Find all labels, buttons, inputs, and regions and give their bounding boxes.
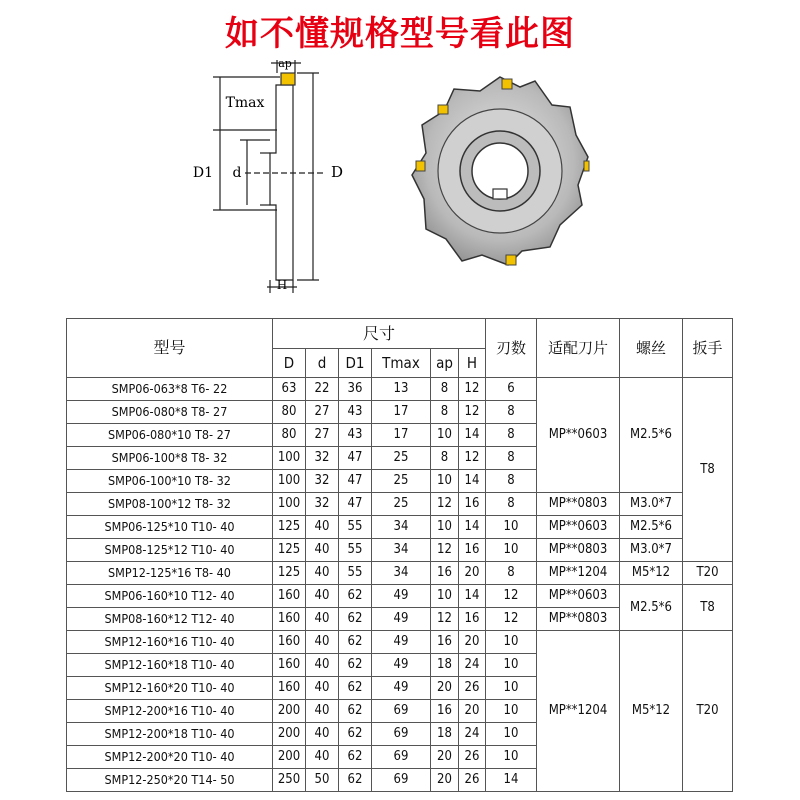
spec-table-body [67,378,733,792]
cell-d1: 62 [339,746,372,769]
cell-tmax: 49 [372,585,431,608]
cell-d: 27 [306,424,339,447]
cell-screw: M3.0*7 [620,493,683,516]
cell-teeth: 10 [486,539,537,562]
cell-d: 40 [306,654,339,677]
cutter-cross-section-drawing [185,55,355,295]
table-row [67,631,733,654]
cell-d1: 36 [339,378,372,401]
cell-d: 200 [273,700,306,723]
header-size: 尺寸 [273,319,486,349]
cell-insert: MP**0803 [537,608,620,631]
cell-d1: 55 [339,516,372,539]
header-D: D [273,349,306,378]
cell-d: 50 [306,769,339,792]
cell-d: 40 [306,700,339,723]
cell-model: SMP06-080*10 T8- 27 [67,424,273,447]
cell-teeth: 10 [486,700,537,723]
cell-model: SMP06-100*10 T8- 32 [67,470,273,493]
cell-d: 40 [306,562,339,585]
label-H: H [276,278,288,292]
cell-model: SMP08-100*12 T8- 32 [67,493,273,516]
cell-tmax: 69 [372,769,431,792]
cell-h: 20 [459,700,486,723]
cell-teeth: 12 [486,585,537,608]
cell-d: 40 [306,723,339,746]
cell-model: SMP06-100*8 T8- 32 [67,447,273,470]
label-ap: ap [278,57,292,70]
cell-h: 26 [459,677,486,700]
cell-tmax: 49 [372,654,431,677]
header-teeth: 刃数 [486,319,537,378]
cell-wrench: T20 [683,631,733,792]
cell-ap: 12 [431,493,459,516]
cell-ap: 10 [431,516,459,539]
cell-h: 26 [459,746,486,769]
cell-d1: 43 [339,401,372,424]
cell-d: 125 [273,516,306,539]
cell-tmax: 34 [372,516,431,539]
table-row [67,516,733,539]
cell-tmax: 69 [372,723,431,746]
cell-insert: MP**0603 [537,585,620,608]
table-row [67,562,733,585]
cell-d: 40 [306,516,339,539]
cell-model: SMP12-125*16 T8- 40 [67,562,273,585]
cell-d1: 62 [339,631,372,654]
cell-d1: 47 [339,447,372,470]
cell-model: SMP12-200*16 T10- 40 [67,700,273,723]
cell-d: 32 [306,493,339,516]
cell-teeth: 6 [486,378,537,401]
cell-d: 160 [273,654,306,677]
cell-teeth: 8 [486,493,537,516]
cell-d1: 47 [339,493,372,516]
cell-d: 100 [273,493,306,516]
cutter-section-outline [270,85,293,280]
cell-wrench: T20 [683,562,733,585]
page-title: 如不懂规格型号看此图 [225,14,575,54]
cell-h: 14 [459,424,486,447]
cell-ap: 10 [431,424,459,447]
cell-model: SMP06-160*10 T12- 40 [67,585,273,608]
cell-d1: 62 [339,769,372,792]
cell-model: SMP12-200*18 T10- 40 [67,723,273,746]
cell-tmax: 34 [372,539,431,562]
cell-teeth: 10 [486,631,537,654]
cell-d: 32 [306,447,339,470]
cell-teeth: 10 [486,677,537,700]
cell-wrench: T8 [683,585,733,631]
header-screw: 螺丝 [620,319,683,378]
cell-tmax: 25 [372,447,431,470]
cell-d1: 55 [339,562,372,585]
table-row [67,378,733,401]
cell-d: 160 [273,631,306,654]
cell-ap: 12 [431,539,459,562]
cell-insert: MP**1204 [537,631,620,792]
label-D: D [330,163,344,181]
cell-model: SMP12-160*20 T10- 40 [67,677,273,700]
cell-tmax: 17 [372,424,431,447]
cell-h: 12 [459,447,486,470]
cell-d1: 62 [339,585,372,608]
cell-tmax: 25 [372,470,431,493]
cell-model: SMP08-125*12 T10- 40 [67,539,273,562]
cell-insert: MP**0603 [537,378,620,493]
table-row [67,493,733,516]
cell-ap: 18 [431,654,459,677]
cell-tmax: 69 [372,746,431,769]
cell-tmax: 34 [372,562,431,585]
cell-d: 32 [306,470,339,493]
header-H: H [459,349,486,378]
cell-insert: MP**0603 [537,516,620,539]
cell-d: 40 [306,631,339,654]
cell-teeth: 8 [486,562,537,585]
label-d1: D1 [192,165,214,181]
cell-h: 24 [459,654,486,677]
header-D1: D1 [339,349,372,378]
cell-h: 14 [459,585,486,608]
cell-d: 125 [273,562,306,585]
cell-ap: 10 [431,470,459,493]
cell-insert: MP**0803 [537,539,620,562]
cell-d: 63 [273,378,306,401]
cell-d: 160 [273,608,306,631]
cell-d: 40 [306,746,339,769]
cell-ap: 12 [431,608,459,631]
cell-teeth: 8 [486,424,537,447]
cell-model: SMP12-160*18 T10- 40 [67,654,273,677]
label-tmax: Tmax [225,95,265,111]
cell-h: 26 [459,769,486,792]
cell-model: SMP12-160*16 T10- 40 [67,631,273,654]
cell-ap: 16 [431,631,459,654]
cell-ap: 20 [431,746,459,769]
cell-h: 16 [459,539,486,562]
cell-h: 14 [459,516,486,539]
cutter-face-illustration [410,65,590,275]
cell-d: 100 [273,447,306,470]
cell-d: 200 [273,723,306,746]
cell-insert: MP**1204 [537,562,620,585]
cell-screw: M2.5*6 [620,585,683,631]
cell-ap: 18 [431,723,459,746]
cell-tmax: 49 [372,631,431,654]
cell-h: 24 [459,723,486,746]
cell-d1: 62 [339,700,372,723]
cell-d: 160 [273,585,306,608]
cell-tmax: 25 [372,493,431,516]
cell-h: 12 [459,378,486,401]
cell-teeth: 8 [486,470,537,493]
insert-tip [281,73,295,85]
cell-model: SMP06-080*8 T8- 27 [67,401,273,424]
cell-ap: 10 [431,585,459,608]
cell-tmax: 69 [372,700,431,723]
cell-ap: 20 [431,677,459,700]
cell-ap: 8 [431,401,459,424]
cell-d: 200 [273,746,306,769]
cell-model: SMP08-160*12 T12- 40 [67,608,273,631]
cell-d1: 62 [339,654,372,677]
cell-d: 40 [306,585,339,608]
cell-h: 12 [459,401,486,424]
cell-d: 100 [273,470,306,493]
cell-d: 40 [306,539,339,562]
cell-screw: M5*12 [620,631,683,792]
cell-screw: M2.5*6 [620,516,683,539]
cell-teeth: 10 [486,654,537,677]
label-d: d [232,165,242,181]
cell-model: SMP06-125*10 T10- 40 [67,516,273,539]
cell-d1: 62 [339,608,372,631]
cell-d: 40 [306,677,339,700]
header-ap: ap [431,349,459,378]
cell-ap: 8 [431,378,459,401]
cell-h: 20 [459,562,486,585]
table-row [67,585,733,608]
header-insert: 适配刀片 [537,319,620,378]
cell-d1: 47 [339,470,372,493]
cell-d1: 62 [339,677,372,700]
cell-wrench: T8 [683,378,733,562]
cell-d: 80 [273,401,306,424]
cell-d: 125 [273,539,306,562]
header-d: d [306,349,339,378]
cell-tmax: 13 [372,378,431,401]
cell-d1: 62 [339,723,372,746]
cell-d: 27 [306,401,339,424]
cell-h: 20 [459,631,486,654]
cell-teeth: 8 [486,401,537,424]
cell-ap: 20 [431,769,459,792]
cell-d: 22 [306,378,339,401]
cell-h: 16 [459,493,486,516]
header-model: 型号 [67,319,273,378]
cell-ap: 16 [431,700,459,723]
cell-tmax: 17 [372,401,431,424]
spec-table [66,318,733,792]
cell-d: 80 [273,424,306,447]
cell-model: SMP12-200*20 T10- 40 [67,746,273,769]
cell-insert: MP**0803 [537,493,620,516]
cell-teeth: 10 [486,516,537,539]
cell-d: 40 [306,608,339,631]
cell-screw: M3.0*7 [620,539,683,562]
cell-teeth: 8 [486,447,537,470]
cell-d: 160 [273,677,306,700]
cell-d: 250 [273,769,306,792]
cell-ap: 16 [431,562,459,585]
header-wrench: 扳手 [683,319,733,378]
cell-model: SMP06-063*8 T6- 22 [67,378,273,401]
cell-teeth: 12 [486,608,537,631]
cell-d1: 55 [339,539,372,562]
cell-teeth: 10 [486,723,537,746]
header-Tmax: Tmax [372,349,431,378]
cell-h: 16 [459,608,486,631]
cell-d1: 43 [339,424,372,447]
table-row [67,539,733,562]
cell-ap: 8 [431,447,459,470]
cell-teeth: 10 [486,746,537,769]
cell-teeth: 14 [486,769,537,792]
cell-tmax: 49 [372,677,431,700]
cell-model: SMP12-250*20 T14- 50 [67,769,273,792]
cell-screw: M2.5*6 [620,378,683,493]
cell-h: 14 [459,470,486,493]
cell-screw: M5*12 [620,562,683,585]
cell-tmax: 49 [372,608,431,631]
